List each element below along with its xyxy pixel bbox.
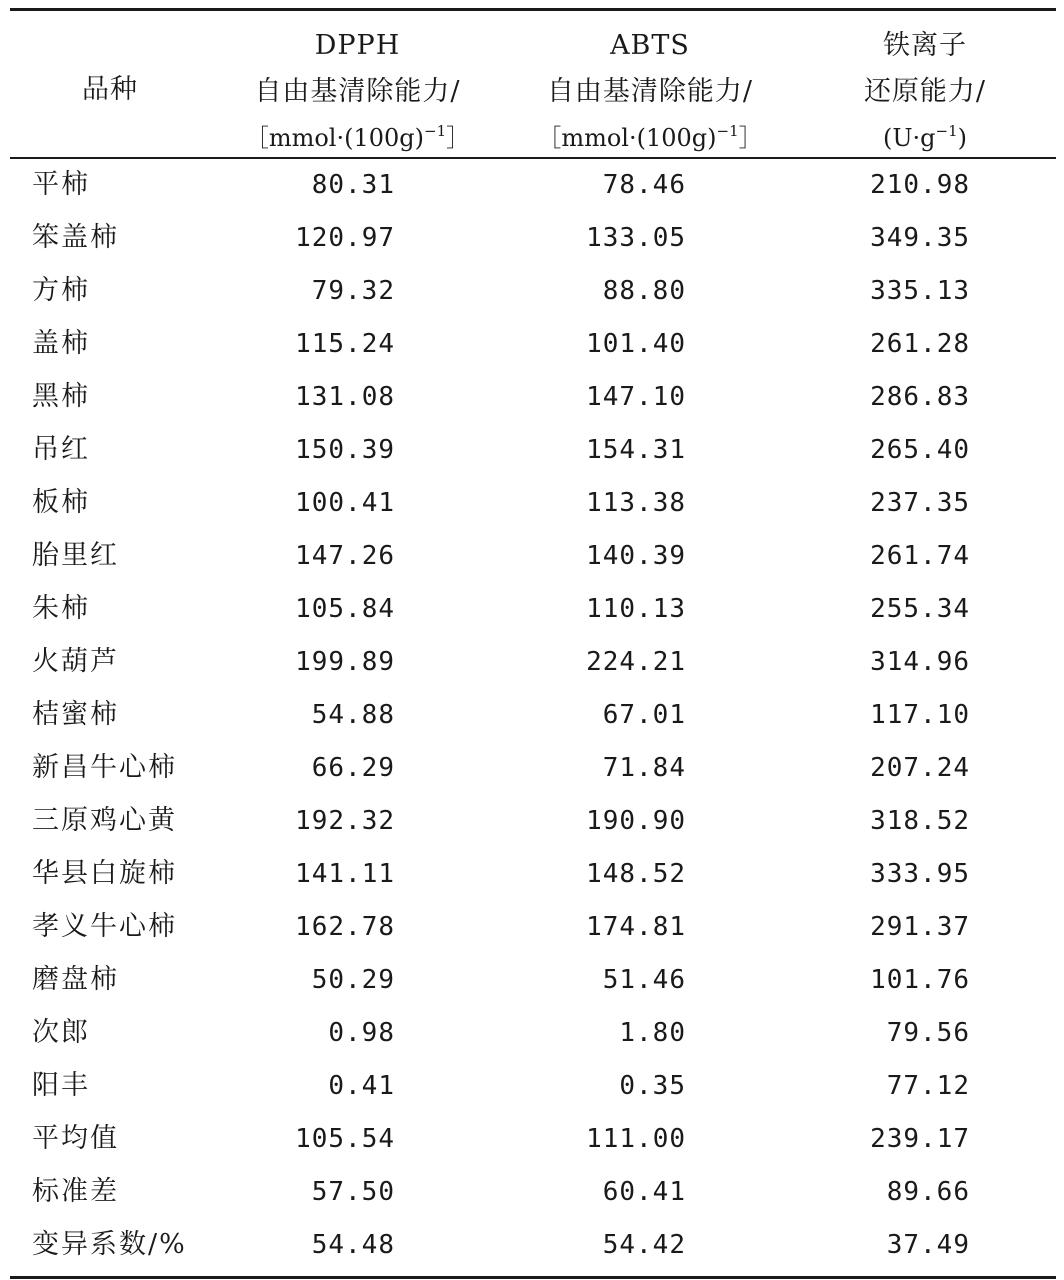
iron-value-cell: 335.13	[870, 276, 970, 306]
iron-value-cell: 210.98	[870, 170, 970, 200]
iron-value-cell: 37.49	[886, 1230, 970, 1260]
header-iron-desc: 还原能力/	[863, 76, 987, 107]
table-row	[10, 265, 1056, 318]
abts-value-cell: 1.80	[619, 1018, 686, 1048]
dpph-value-cell: 54.48	[311, 1230, 395, 1260]
iron-value-cell: 79.56	[886, 1018, 970, 1048]
variety-cell: 吊红	[32, 434, 90, 465]
table-row	[10, 424, 1056, 477]
abts-value-cell: 190.90	[586, 806, 686, 836]
variety-cell: 朱柿	[32, 593, 90, 624]
table-row	[10, 1219, 1056, 1272]
variety-cell: 平均值	[32, 1123, 119, 1154]
dpph-value-cell: 79.32	[311, 276, 395, 306]
variety-cell: 胎里红	[32, 540, 119, 571]
header-iron-unit	[800, 115, 1050, 161]
abts-value-cell: 147.10	[586, 382, 686, 412]
table-row	[10, 689, 1056, 742]
dpph-value-cell: 150.39	[295, 435, 395, 465]
dpph-value-cell: 50.29	[311, 965, 395, 995]
abts-value-cell: 154.31	[586, 435, 686, 465]
table-row	[10, 159, 1056, 212]
abts-value-cell: 67.01	[602, 700, 686, 730]
table-header	[10, 11, 1056, 157]
header-abts-desc: 自由基清除能力/	[546, 76, 754, 107]
iron-value-cell: 261.74	[870, 541, 970, 571]
abts-value-cell: 113.38	[586, 488, 686, 518]
dpph-value-cell: 162.78	[295, 912, 395, 942]
abts-value-cell: 224.21	[586, 647, 686, 677]
iron-value-cell: 101.76	[870, 965, 970, 995]
variety-cell: 黑柿	[32, 381, 90, 412]
header-iron-unit-end: )	[957, 124, 968, 152]
table-row	[10, 795, 1056, 848]
header-dpph-unit	[215, 115, 500, 161]
header-iron-unit-sup: −1	[935, 122, 958, 140]
table-row	[10, 212, 1056, 265]
header-abts-unit-end: ］	[738, 124, 763, 152]
abts-value-cell: 71.84	[602, 753, 686, 783]
table-row	[10, 1007, 1056, 1060]
dpph-value-cell: 105.54	[295, 1124, 395, 1154]
data-table	[10, 8, 1056, 1279]
abts-value-cell: 111.00	[586, 1124, 686, 1154]
dpph-value-cell: 199.89	[295, 647, 395, 677]
variety-cell: 盖柿	[32, 328, 90, 359]
header-abts-unit-sup: −1	[716, 122, 739, 140]
iron-value-cell: 265.40	[870, 435, 970, 465]
dpph-value-cell: 141.11	[295, 859, 395, 889]
variety-cell: 变异系数/%	[32, 1229, 187, 1260]
abts-value-cell: 110.13	[586, 594, 686, 624]
header-iron	[800, 23, 1050, 161]
header-dpph-desc: 自由基清除能力/	[254, 76, 461, 107]
dpph-value-cell: 0.41	[328, 1071, 395, 1101]
abts-value-cell: 174.81	[586, 912, 686, 942]
variety-cell: 标准差	[32, 1176, 119, 1207]
iron-value-cell: 237.35	[870, 488, 970, 518]
table-body	[10, 159, 1056, 1272]
iron-value-cell: 117.10	[870, 700, 970, 730]
iron-value-cell: 239.17	[870, 1124, 970, 1154]
abts-value-cell: 60.41	[602, 1177, 686, 1207]
table-row	[10, 848, 1056, 901]
table-row	[10, 636, 1056, 689]
header-dpph-title: DPPH	[314, 30, 401, 61]
dpph-value-cell: 0.98	[328, 1018, 395, 1048]
table-row	[10, 1166, 1056, 1219]
dpph-value-cell: 54.88	[311, 700, 395, 730]
header-abts-unit-main: ［mmol·(100g)	[537, 124, 717, 152]
abts-value-cell: 51.46	[602, 965, 686, 995]
variety-cell: 磨盘柿	[32, 964, 119, 995]
iron-value-cell: 318.52	[870, 806, 970, 836]
header-abts	[505, 23, 795, 161]
header-abts-title: ABTS	[610, 30, 690, 61]
variety-cell: 华县白旋柿	[32, 858, 177, 889]
dpph-value-cell: 115.24	[295, 329, 395, 359]
dpph-value-cell: 100.41	[295, 488, 395, 518]
dpph-value-cell: 57.50	[311, 1177, 395, 1207]
variety-cell: 火葫芦	[32, 646, 119, 677]
table-row	[10, 371, 1056, 424]
table-row	[10, 477, 1056, 530]
abts-value-cell: 78.46	[602, 170, 686, 200]
table-row	[10, 1113, 1056, 1166]
dpph-value-cell: 80.31	[311, 170, 395, 200]
iron-value-cell: 314.96	[870, 647, 970, 677]
iron-value-cell: 77.12	[886, 1071, 970, 1101]
iron-value-cell: 89.66	[886, 1177, 970, 1207]
header-variety	[10, 67, 210, 113]
iron-value-cell: 286.83	[870, 382, 970, 412]
header-iron-title: 铁离子	[883, 30, 967, 61]
variety-cell: 笨盖柿	[32, 222, 119, 253]
variety-cell: 方柿	[32, 275, 90, 306]
dpph-value-cell: 192.32	[295, 806, 395, 836]
abts-value-cell: 0.35	[619, 1071, 686, 1101]
abts-value-cell: 148.52	[586, 859, 686, 889]
table-row	[10, 530, 1056, 583]
abts-value-cell: 101.40	[586, 329, 686, 359]
iron-value-cell: 349.35	[870, 223, 970, 253]
header-abts-unit	[505, 115, 795, 161]
variety-cell: 桔蜜柿	[32, 699, 119, 730]
variety-cell: 新昌牛心柿	[32, 752, 177, 783]
iron-value-cell: 255.34	[870, 594, 970, 624]
table-bottom-rule	[10, 1276, 1056, 1279]
table-row	[10, 742, 1056, 795]
iron-value-cell: 291.37	[870, 912, 970, 942]
iron-value-cell: 261.28	[870, 329, 970, 359]
abts-value-cell: 88.80	[602, 276, 686, 306]
header-dpph-unit-main: ［mmol·(100g)	[244, 124, 425, 152]
variety-cell: 孝义牛心柿	[32, 911, 177, 942]
iron-value-cell: 333.95	[870, 859, 970, 889]
abts-value-cell: 140.39	[586, 541, 686, 571]
variety-cell: 阳丰	[32, 1070, 90, 1101]
dpph-value-cell: 66.29	[311, 753, 395, 783]
abts-value-cell: 133.05	[586, 223, 686, 253]
variety-cell: 次郎	[32, 1017, 90, 1048]
header-iron-unit-main: (U·g	[882, 124, 936, 152]
iron-value-cell: 207.24	[870, 753, 970, 783]
dpph-value-cell: 147.26	[295, 541, 395, 571]
header-variety-label: 品种	[82, 74, 138, 105]
variety-cell: 板柿	[32, 487, 90, 518]
header-dpph-unit-end: ］	[446, 124, 471, 152]
dpph-value-cell: 105.84	[295, 594, 395, 624]
abts-value-cell: 54.42	[602, 1230, 686, 1260]
dpph-value-cell: 131.08	[295, 382, 395, 412]
table-row	[10, 318, 1056, 371]
variety-cell: 三原鸡心黄	[32, 805, 177, 836]
table-row	[10, 1060, 1056, 1113]
table-row	[10, 583, 1056, 636]
table-row	[10, 954, 1056, 1007]
table-row	[10, 901, 1056, 954]
header-dpph	[215, 23, 500, 161]
variety-cell: 平柿	[32, 169, 90, 200]
header-dpph-unit-sup: −1	[424, 122, 447, 140]
dpph-value-cell: 120.97	[295, 223, 395, 253]
